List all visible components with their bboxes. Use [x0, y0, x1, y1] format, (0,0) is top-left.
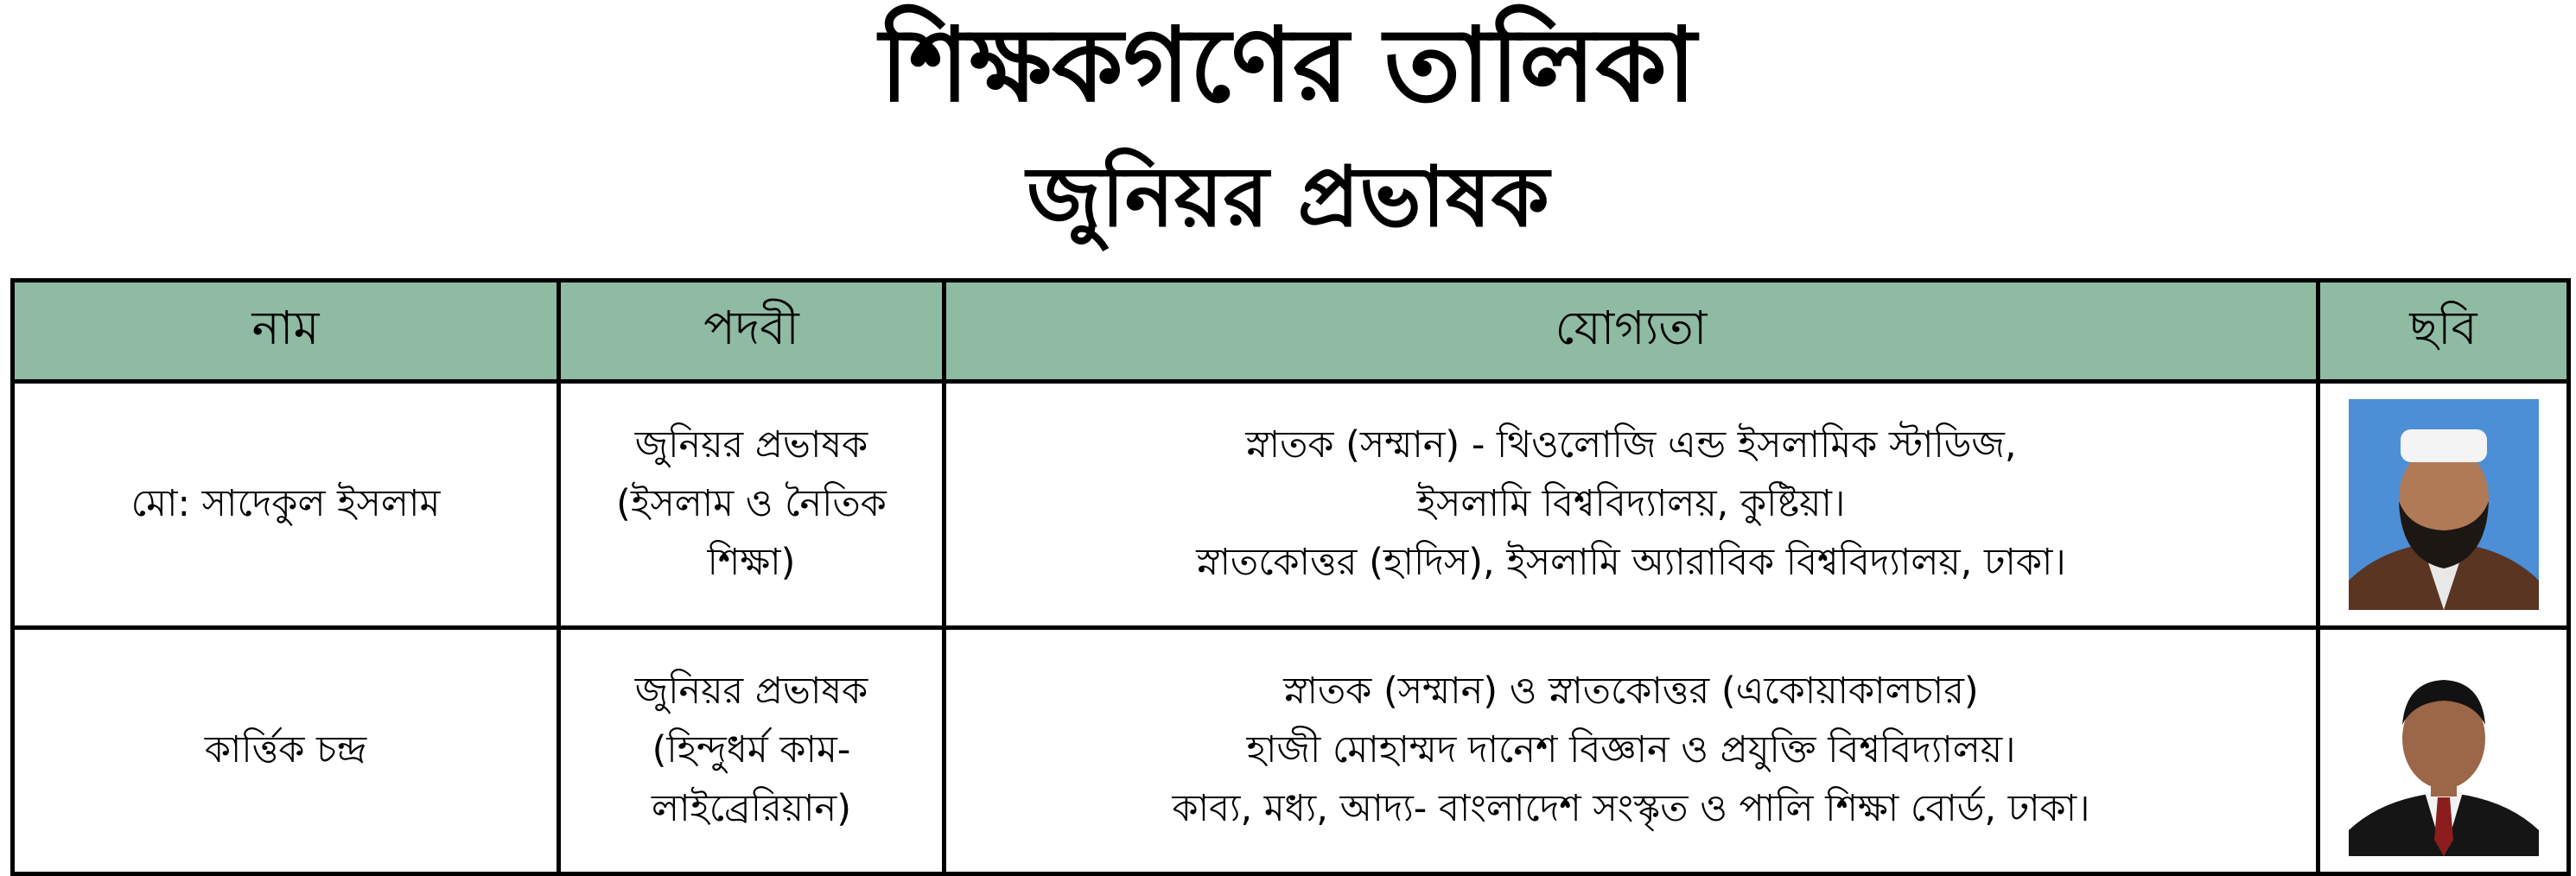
qualification-line: স্নাতকোত্তর (হাদিস), ইসলামি অ্যারাবিক বিশ্ববিদ্যালয়, ঢাকা। [1196, 540, 2066, 584]
teacher-designation [559, 628, 945, 874]
teacher-name: মো: সাদেকুল ইসলাম [13, 382, 559, 628]
teacher-photo-cell [2318, 382, 2569, 628]
teacher-qualification [945, 628, 2318, 874]
table-row [13, 382, 2569, 628]
qualification-line: কাব্য, মধ্য, আদ্য- বাংলাদেশ সংস্কৃত ও পালি শিক্ষা বোর্ড, ঢাকা। [1172, 786, 2090, 830]
designation-line: (হিন্দুধর্ম কাম- [652, 728, 851, 772]
person-photo-icon [2349, 399, 2539, 610]
header-name: নাম [13, 281, 559, 382]
designation-line: শিক্ষা) [707, 540, 796, 584]
header-qualification: যোগ্যতা [945, 281, 2318, 382]
table-header-row [13, 281, 2569, 382]
teacher-qualification [945, 382, 2318, 628]
qualification-line: স্নাতক (সম্মান) - থিওলোজি এন্ড ইসলামিক স্টাডিজ, [1245, 423, 2017, 467]
header-photo: ছবি [2318, 281, 2569, 382]
teacher-name: কার্ত্তিক চন্দ্র [13, 628, 559, 874]
header-designation: পদবী [559, 281, 945, 382]
table-row [13, 628, 2569, 874]
page-subtitle: জুনিয়র প্রভাষক [1027, 148, 1549, 245]
designation-line: লাইব্রেরিয়ান) [652, 786, 851, 830]
teachers-table-container [10, 278, 2566, 847]
designation-line: জুনিয়র প্রভাষক [634, 423, 868, 467]
page-title: শিক্ষকগণের তালিকা [879, 5, 1697, 124]
teacher-designation [559, 382, 945, 628]
designation-line: (ইসলাম ও নৈতিক [616, 482, 887, 526]
teachers-table [10, 278, 2571, 876]
qualification-line: ইসলামি বিশ্ববিদ্যালয়, কুষ্টিয়া। [1416, 482, 1846, 526]
qualification-line: স্নাতক (সম্মান) ও স্নাতকোত্তর (একোয়াকালচার) [1283, 670, 1979, 714]
qualification-line: হাজী মোহাম্মদ দানেশ বিজ্ঞান ও প্রযুক্তি বিশ্ববিদ্যালয়। [1246, 728, 2016, 772]
person-photo-icon [2349, 645, 2539, 856]
designation-line: জুনিয়র প্রভাষক [634, 670, 868, 714]
teacher-photo-cell [2318, 628, 2569, 874]
